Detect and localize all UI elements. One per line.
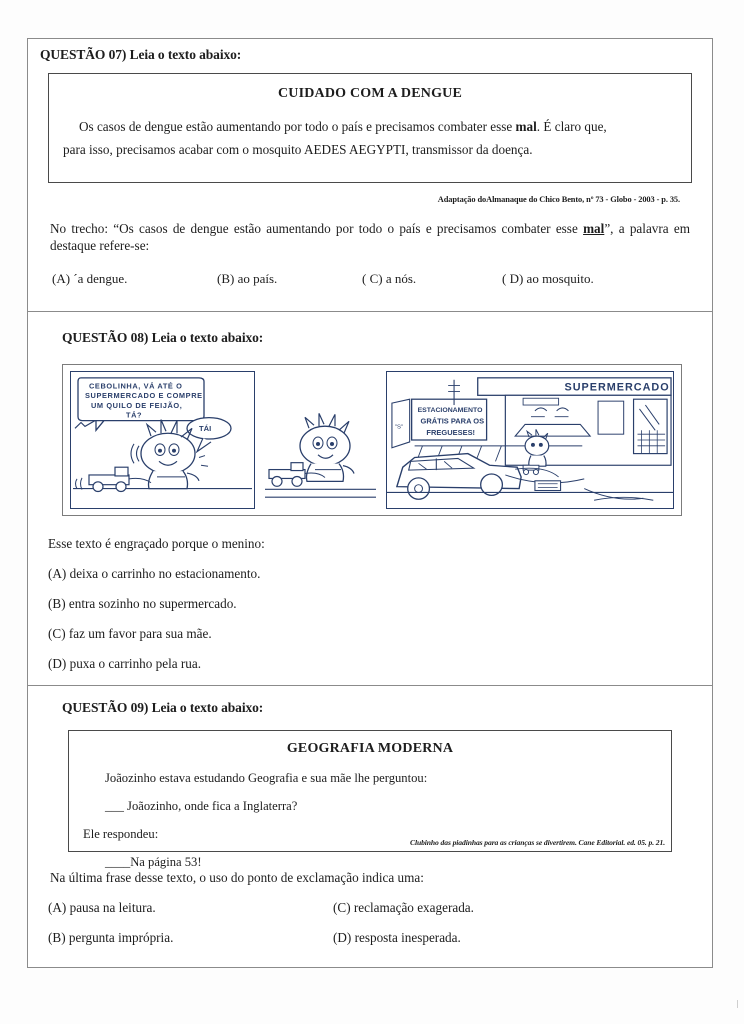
- question-block-08: [28, 312, 712, 685]
- q07-option-d[interactable]: ( D) ao mosquito.: [502, 270, 594, 286]
- question-07-stem: [50, 220, 690, 255]
- comic-strip-container: [62, 364, 682, 516]
- comic-panel-2: [263, 371, 378, 509]
- svg-text:SUPERMERCADO E COMPRE: SUPERMERCADO E COMPRE: [85, 391, 203, 401]
- question-block-07: [28, 39, 712, 311]
- geografia-box-title: GEOGRAFIA MODERNA: [286, 741, 454, 756]
- geografia-text-box: [68, 730, 672, 870]
- geografia-line-1: Joãozinho estava estudando Geografia e sua mãe lhe perguntou:: [105, 771, 428, 785]
- comic-panel-1: [70, 371, 255, 509]
- q08-option-d[interactable]: (D) puxa o carrinho pela rua.: [48, 656, 202, 671]
- comic-panel-3: [386, 371, 674, 509]
- q09-options-row-1: [48, 900, 692, 916]
- question-08-stem: Esse texto é engraçado porque o menino:: [48, 536, 265, 551]
- geografia-line-4: ____Na página 53!: [105, 855, 202, 870]
- question-09-title: QUESTÃO 09) Leia o texto abaixo:: [62, 700, 264, 715]
- comic-strip: [70, 371, 674, 509]
- dengue-paragraph-2: para isso, precisamos acabar com o mosquito AEDES AEGYPTI, transmissor da doença.: [63, 141, 533, 157]
- dengue-p1-post: . É claro que,: [536, 119, 607, 134]
- q07-option-a[interactable]: (A) ´a dengue.: [52, 270, 128, 286]
- q07-option-b[interactable]: (B) ao país.: [217, 270, 278, 286]
- svg-text:TÁ?: TÁ?: [126, 410, 143, 420]
- question-08-title: QUESTÃO 08) Leia o texto abaixo:: [62, 330, 264, 345]
- svg-text:UM QUILO DE FEIJÃO,: UM QUILO DE FEIJÃO,: [91, 401, 183, 410]
- q09-options-row-2: [48, 930, 692, 946]
- q08-option-c[interactable]: (C) faz um favor para sua mãe.: [48, 626, 212, 641]
- question-08-body: [48, 536, 692, 672]
- dengue-p1-pre: Os casos de dengue estão aumentando por todo o país e precisamos combater esse: [79, 119, 516, 134]
- q09-option-d[interactable]: (D) resposta inesperada.: [333, 930, 461, 945]
- comic-panel-3-art: [387, 372, 673, 508]
- svg-text:TÁI: TÁI: [199, 424, 212, 434]
- q09-option-b[interactable]: (B) pergunta imprópria.: [48, 930, 174, 945]
- q07-option-c[interactable]: ( C) a nós.: [362, 270, 417, 286]
- q07-stem-post: ”, a palavra em destaque refere-se:: [50, 221, 690, 254]
- dengue-text-box: [48, 73, 692, 183]
- comic-panel-1-art: [71, 372, 254, 508]
- page-edge-mark-right: [737, 1000, 738, 1008]
- exam-outer-frame: [27, 38, 713, 968]
- question-09-options: [48, 900, 692, 946]
- svg-text:FREGUESES!: FREGUESES!: [426, 428, 476, 438]
- q09-option-c[interactable]: (C) reclamação exagerada.: [333, 900, 474, 915]
- geografia-source-credit: Clubinho das piadinhas para as crianças se divertirem. Cane Editorial. ed. 05. p. 21.: [410, 838, 665, 847]
- q07-stem-pre: No trecho: “Os casos de dengue estão aumentando por todo o país e precisamos combater esse: [50, 221, 584, 236]
- q07-stem-bold-mal: mal: [583, 221, 605, 236]
- q09-option-a[interactable]: (A) pausa na leitura.: [48, 900, 156, 915]
- dengue-source-credit: Adaptação doAlmanaque do Chico Bento, nº 73 - Globo - 2003 - p. 35.: [437, 195, 680, 204]
- geografia-line-3: Ele respondeu:: [83, 827, 159, 842]
- svg-text:SUPERMERCADO: SUPERMERCADO: [564, 381, 670, 394]
- question-07-title: QUESTÃO 07) Leia o texto abaixo:: [40, 47, 242, 62]
- question-07-options: [48, 271, 692, 287]
- svg-text:CEBOLINHA, VÁ ATÉ O: CEBOLINHA, VÁ ATÉ O: [89, 381, 183, 391]
- q08-option-a[interactable]: (A) deixa o carrinho no estacionamento.: [48, 566, 261, 581]
- dengue-paragraph-1: [63, 116, 677, 139]
- svg-text:ESTACIONAMENTO: ESTACIONAMENTO: [417, 406, 483, 414]
- dengue-box-title: CUIDADO COM A DENGUE: [277, 86, 463, 101]
- svg-text:GRÁTIS PARA OS: GRÁTIS PARA OS: [420, 416, 485, 426]
- svg-text:"S": "S": [394, 424, 404, 431]
- q08-option-b[interactable]: (B) entra sozinho no supermercado.: [48, 596, 237, 611]
- comic-panel-2-art: [263, 371, 378, 509]
- dengue-p1-bold-mal: mal: [515, 119, 537, 134]
- question-block-09: [28, 686, 712, 970]
- question-09-stem: Na última frase desse texto, o uso do ponto de exclamação indica uma:: [50, 870, 424, 885]
- geografia-line-2: ___ Joãozinho, onde fica a Inglaterra?: [105, 799, 298, 814]
